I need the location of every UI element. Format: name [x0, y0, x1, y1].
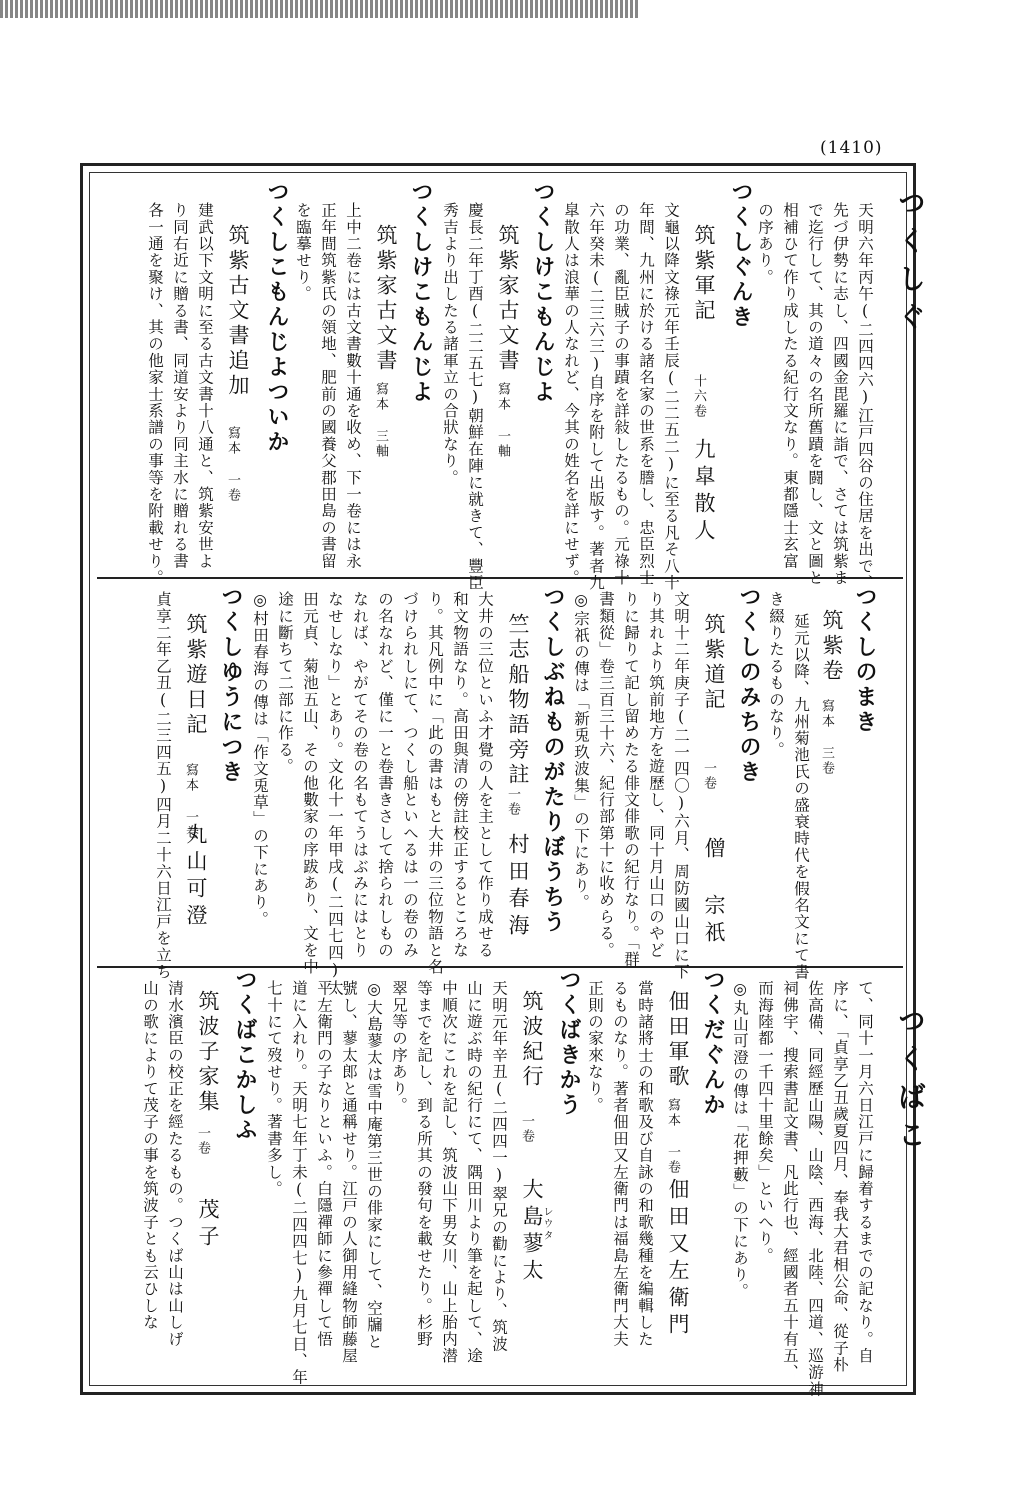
- entry-body-line: 佐高備、同經歷山陽、山陰、西海、北陸、四道、巡游神: [806, 980, 824, 1398]
- entry-body-line: の名なれど、僅に一と卷書きさして捨られしもの: [376, 591, 394, 959]
- entry-body-line: 而海陸都一千四十里餘矣」といへり。: [756, 980, 774, 1264]
- entry-volumes: 寫本 一軸: [495, 382, 510, 459]
- entry-body-line: き綴りたるものなり。: [767, 591, 785, 758]
- entry-body-line: 貞享二年乙丑(二三四五)四月二十六日江戸を立ち: [154, 591, 172, 981]
- entry-body-line: 清水濱臣の校正を經たるもの。つくば山は山しげ: [166, 980, 184, 1348]
- entry-body-line: を臨摹せり。: [294, 202, 312, 303]
- entry-title: 筑紫古文書追加: [226, 224, 250, 399]
- entry-heading: つくしのみちのき: [736, 585, 761, 785]
- author-ruby: レウタ: [541, 1206, 552, 1242]
- entry-body-line: の功業、亂臣賊子の事蹟を詳敍したるもの。元祿十: [612, 202, 630, 587]
- entry-volumes: 寫本 一卷: [665, 1098, 680, 1175]
- entry-volumes: 十六卷: [691, 374, 706, 419]
- entry-title: 筑紫家古文書: [496, 224, 520, 374]
- entry-title: 佃田軍歌: [666, 990, 690, 1090]
- entry-body-line: 當時諸將士の和歌及び自詠の和歌幾種を編輯した: [636, 980, 654, 1348]
- entry-body-line: 途に斷ちて二部に作る。: [276, 591, 294, 775]
- entry-body-line: 中順次にこれを記し、筑波山下男女川、山上胎内潜: [440, 980, 458, 1365]
- entry-body-line: なせしなり」とあり。文化十一年甲戌(二四七四)太: [326, 591, 344, 997]
- entry-heading: つくばこかしふ: [232, 968, 257, 1143]
- entry-body-line: づけられしにて、つくし船といへるは一の卷のみ: [401, 591, 419, 959]
- entry-author: 僧 宗祇: [702, 837, 726, 948]
- entry-heading: つくしぶねものがたりぼうちう: [540, 585, 565, 935]
- entry-body-line: ◎村田春海の傳は「作文兎草」の下にあり。: [251, 591, 269, 928]
- entry-author: 九皐散人: [692, 438, 716, 546]
- entry-body-line: 文龜以降文祿元年壬辰(二二五二)に至る凡そ八十: [662, 202, 680, 592]
- entry-body-line: 序に、「貞享乙丑歲夏四月、奉我大君相公命、從子朴: [831, 980, 849, 1374]
- entry-volumes: 寫本 一卷: [225, 426, 240, 503]
- entry-title: 筑紫遊日記: [184, 613, 208, 738]
- entry-heading: つくしこもんじよついか: [264, 180, 289, 455]
- entry-body-line: 號し、蓼太郎と通稱せり。江戸の人御用縫物師藤屋: [340, 980, 358, 1365]
- entry-author: 村田春海: [506, 833, 530, 941]
- entry-body-line: 相補ひて作り成したる紀行文なり。東都隱士玄富: [781, 202, 799, 570]
- entry-volumes: 寫本 三軸: [373, 382, 388, 459]
- entry-body-line: 山に遊ぶ時の紀行にて、隅田川より筆を起して、途: [465, 980, 483, 1365]
- tier-bottom: [83, 966, 927, 1398]
- section-heading-tsukubako: つくばこ: [894, 1006, 927, 1158]
- entry-body-line: 平左衛門の子なりといふ。白隱禪師に參禪して悟: [315, 980, 333, 1348]
- entry-title: 筑紫道記: [702, 613, 726, 713]
- entry-author: 茂子: [196, 1198, 220, 1252]
- entry-heading: つくだぐんか: [700, 968, 725, 1118]
- entry-body-line: 建武以下文明に至る古文書十八通と、筑紫安世よ: [196, 202, 214, 570]
- entry-body-line: 祠佛宇、搜索書記文書、凡此行也、經國者五十有五、: [781, 980, 799, 1381]
- entry-body-line: るものなり。著者佃田又左衛門は福島左衛門大夫: [611, 980, 629, 1348]
- entry-volumes: 一卷: [519, 1114, 534, 1144]
- entry-body-line: り。其凡例中に「此の書はもと大井の三位物語と名: [426, 591, 444, 976]
- scan-edge-mark: [0, 0, 640, 18]
- entry-title: 筑紫卷: [820, 609, 844, 684]
- entry-body-line: 慶長二年丁酉(二二五七)朝鮮在陣に就きて、豐臣: [466, 202, 484, 592]
- entry-author: 丸山可澄: [184, 823, 208, 931]
- entry-volumes: 一卷: [195, 1126, 210, 1156]
- entry-body-line: 七十にて歿せり。著書多し。: [265, 980, 283, 1198]
- entry-body-line: 大井の三位といふ才覺の人を主として作り成せる: [476, 591, 494, 959]
- entry-body-line: 天明元年辛丑(二四四一)翠兄の勸により、筑波: [490, 980, 508, 1353]
- entry-heading: つくしのまき: [852, 585, 877, 735]
- entry-body-line: ◎宗祇の傳は「新兎玖波集」の下にあり。: [572, 591, 590, 911]
- entry-volumes: 寫本 三卷: [819, 699, 834, 776]
- entry-heading: つくしゆうにつき: [218, 585, 243, 785]
- entry-body-line: 延元以降、九州菊池氏の盛衰時代を假名文にて書: [792, 613, 810, 981]
- entry-body-line: ◎丸山可澄の傳は「花押藪」の下にあり。: [731, 980, 749, 1300]
- entry-heading: つくしぐんき: [728, 180, 753, 330]
- entry-body-line: り同右近に贈る書、同道安より同主水に贈れる書: [171, 202, 189, 570]
- tier-middle: [83, 577, 919, 997]
- entry-body-line: 田元貞、菊池五山、その他數家の序跋あり、文を中: [301, 591, 319, 976]
- entry-heading: つくしけこもんじよ: [530, 180, 555, 405]
- tier-top: [83, 166, 927, 592]
- entry-body-line: 上中二卷には古文書數十通を收め、下一卷には永: [344, 202, 362, 570]
- entry-body-line: ◎大島蓼太は雪中庵第三世の俳家にして、空牖と: [365, 980, 383, 1350]
- entry-body-line: 書類從」卷三百三十六、紀行部第十に收めらる。: [597, 591, 615, 959]
- entry-title: 筑紫家古文書: [374, 224, 398, 374]
- entry-body-line: 先づ伊勢に志し、四國金毘羅に詣で、さては筑紫ま: [831, 202, 849, 587]
- entry-body-line: 等までを記し、到る所其の發句を載せたり。杉野: [415, 980, 433, 1348]
- entry-body-line: 年間、九州に於ける諸名家の世系を謄し、忠臣烈士: [637, 202, 655, 587]
- entry-title: 竺志船物語旁註: [506, 613, 530, 788]
- entry-body-line: なれば、やがてその卷の名もてうはぶみにはとり: [351, 591, 369, 959]
- entry-body-line: 正則の家來なり。: [586, 980, 604, 1114]
- entry-body-line: で迄行して、其の道々の名所舊蹟を闘し、文と圖と: [806, 202, 824, 587]
- entry-body-line: 和文物語なり。高田與清の傍註校正するところな: [451, 591, 469, 959]
- entry-body-line: 六年癸未(二三六三)自序を附して出版す。著者九: [587, 202, 605, 592]
- entry-author: 佃田又左衛門: [666, 1178, 690, 1340]
- entry-volumes: 一卷: [701, 761, 716, 791]
- page-frame: [80, 163, 927, 1398]
- entry-body-line: て、同十一月六日江戸に歸着するまでの記なり。自: [856, 980, 874, 1365]
- entry-body-line: 秀吉より出したる諸軍立の合狀なり。: [441, 202, 459, 486]
- entry-body-line: 各一通を聚け、其の他家士系譜の事等を附載せり。: [146, 202, 164, 587]
- entry-title: 筑紫軍記: [692, 224, 716, 324]
- entry-title: 筑波紀行: [520, 990, 544, 1090]
- entry-body-line: 皐散人は浪華の人なれど、今其の姓名を詳にせず。: [562, 202, 580, 587]
- entry-body-line: 文明十二年庚子(二一四〇)六月、周防國山口に下: [672, 591, 690, 981]
- entry-title: 筑波子家集: [196, 990, 220, 1115]
- entry-body-line: 山の歌によりて茂子の事を筑波子とも云ひしな: [141, 980, 159, 1331]
- entry-body-line: り其れより筑前地方を遊歷し、同十月山口のやど: [647, 591, 665, 959]
- entry-body-line: 道に入れり。天明七年丁未(二四四七)九月七日、年: [290, 980, 308, 1386]
- section-heading-tsukushigu: つくしぐ: [894, 188, 927, 340]
- entry-heading: つくしけこもんじよ: [408, 180, 433, 405]
- entry-volumes: 寫本 一卷: [183, 763, 198, 840]
- entry-heading: つくばきかう: [556, 968, 581, 1118]
- entry-body-line: 天明六年丙午(二四四六)江戸四谷の住居を出で、: [856, 202, 874, 592]
- page-number: (1410): [820, 138, 883, 158]
- entry-body-line: 正年間筑紫氏の領地、肥前の國養父郡田島の書留: [319, 202, 337, 570]
- entry-body-line: りに歸りて記し留めたる俳文俳歌の紀行なり。「群: [622, 591, 640, 968]
- entry-author: 大島蓼太: [520, 1178, 544, 1286]
- entry-volumes: 一卷: [505, 787, 520, 817]
- entry-body-line: の序あり。: [756, 202, 774, 286]
- entry-body-line: 翠兄等の序あり。: [390, 980, 408, 1114]
